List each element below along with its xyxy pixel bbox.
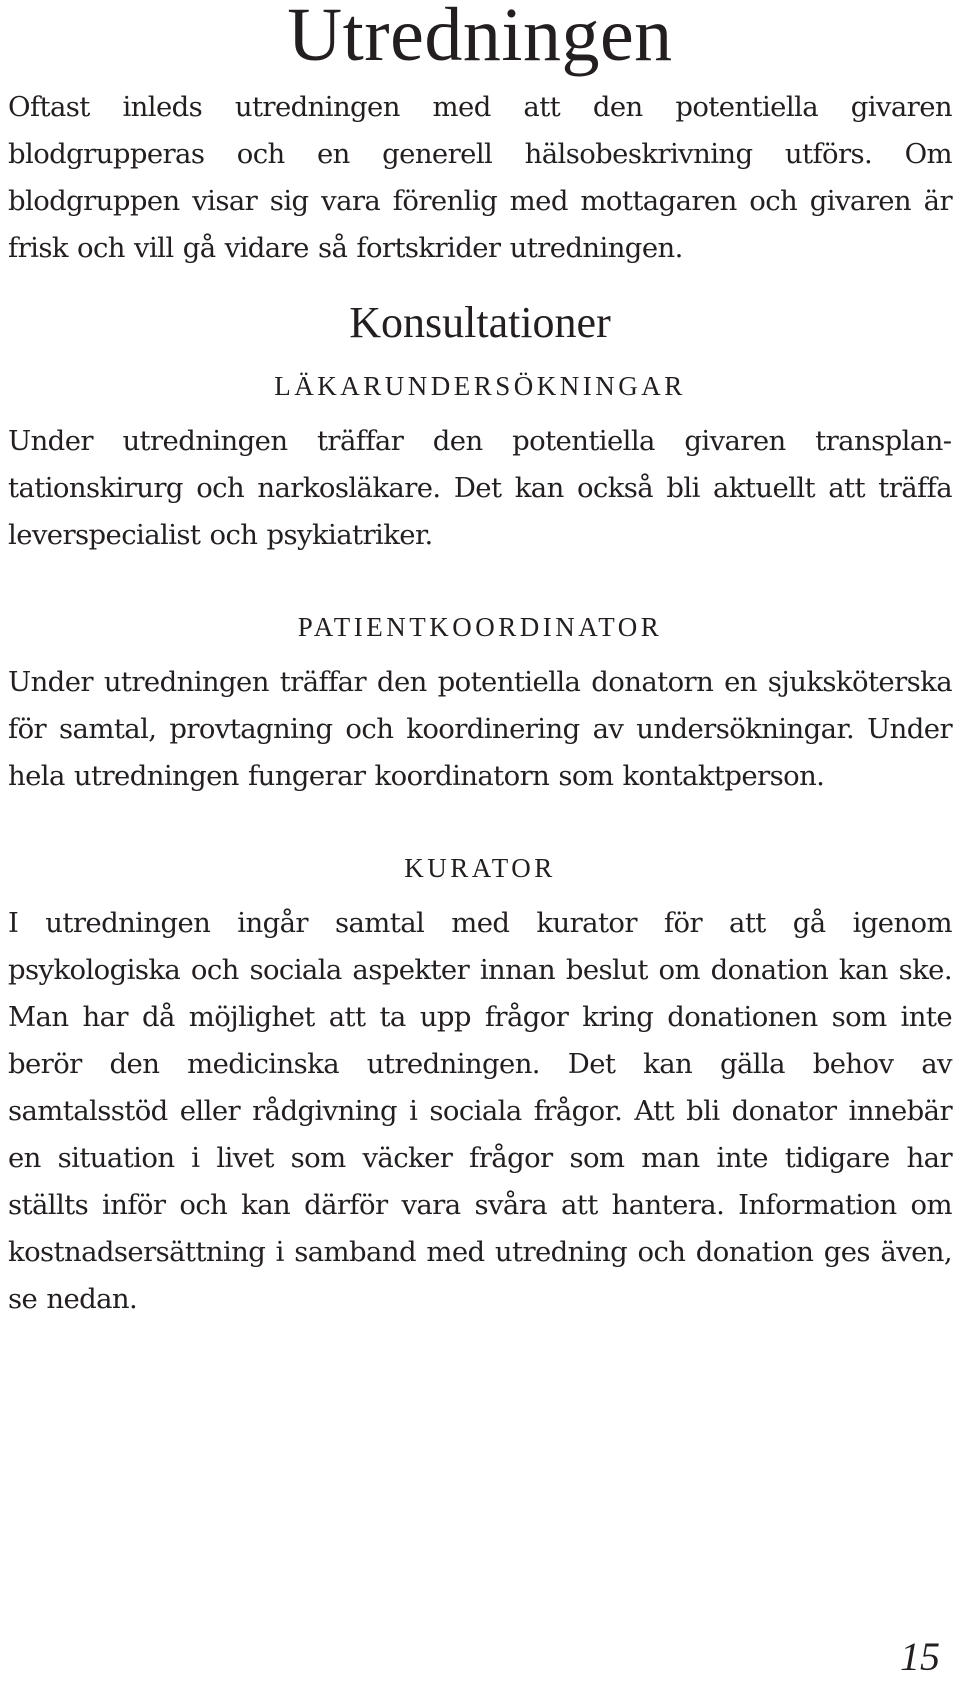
intro-paragraph: Oftast inleds utredningen med att den potentiella givaren blodgrupperas och en generell hälsobeskrivning utförs. Om blodgruppen visar sig vara förenlig med mottagaren och givaren är frisk och vill gå vidare så fortskrider utredningen.: [8, 91, 952, 264]
page-number: 15: [900, 1634, 940, 1679]
paragraph-lakarundersokningar: Under utredningen träffar den potentiella givaren transplantationskirurg och narkosläkare. Det kan också bli aktuellt att träffa leverspecialist och psykiatriker.: [8, 425, 952, 551]
subheading-patientkoordinator: PATIENTKOORDINATOR: [297, 612, 663, 642]
subheading-lakarundersokningar: LÄKARUNDERSÖKNINGAR: [274, 371, 686, 401]
page-title: Utredningen: [287, 0, 673, 77]
paragraph-kurator: I utredningen ingår samtal med kurator för att gå igenom psykologiska och sociala aspekter innan beslut om donation kan ske. Man har då möjlighet att ta upp frågor kring donationen som inte berör den medicinska utredningen. Det kan gälla behov av samtalsstöd eller rådgivning i sociala frågor. Att bli donator innebär en situation i livet som väcker frågor som man inte tidigare har ställts inför och kan därför vara svåra att hantera. Information om kostnadsersättning i samband med utredning och donation ges även, se nedan.: [8, 907, 952, 1315]
subheading-kurator: KURATOR: [404, 853, 556, 883]
paragraph-patientkoordinator: Under utredningen träffar den potentiella donatorn en sjuksköterska för samtal, provtagning och koordinering av undersökningar. Under hela utredningen fungerar koordinatorn som kontaktperson.: [8, 666, 952, 792]
section-heading-konsultationer: Konsultationer: [349, 298, 611, 347]
document-page: [8, 0, 952, 1323]
